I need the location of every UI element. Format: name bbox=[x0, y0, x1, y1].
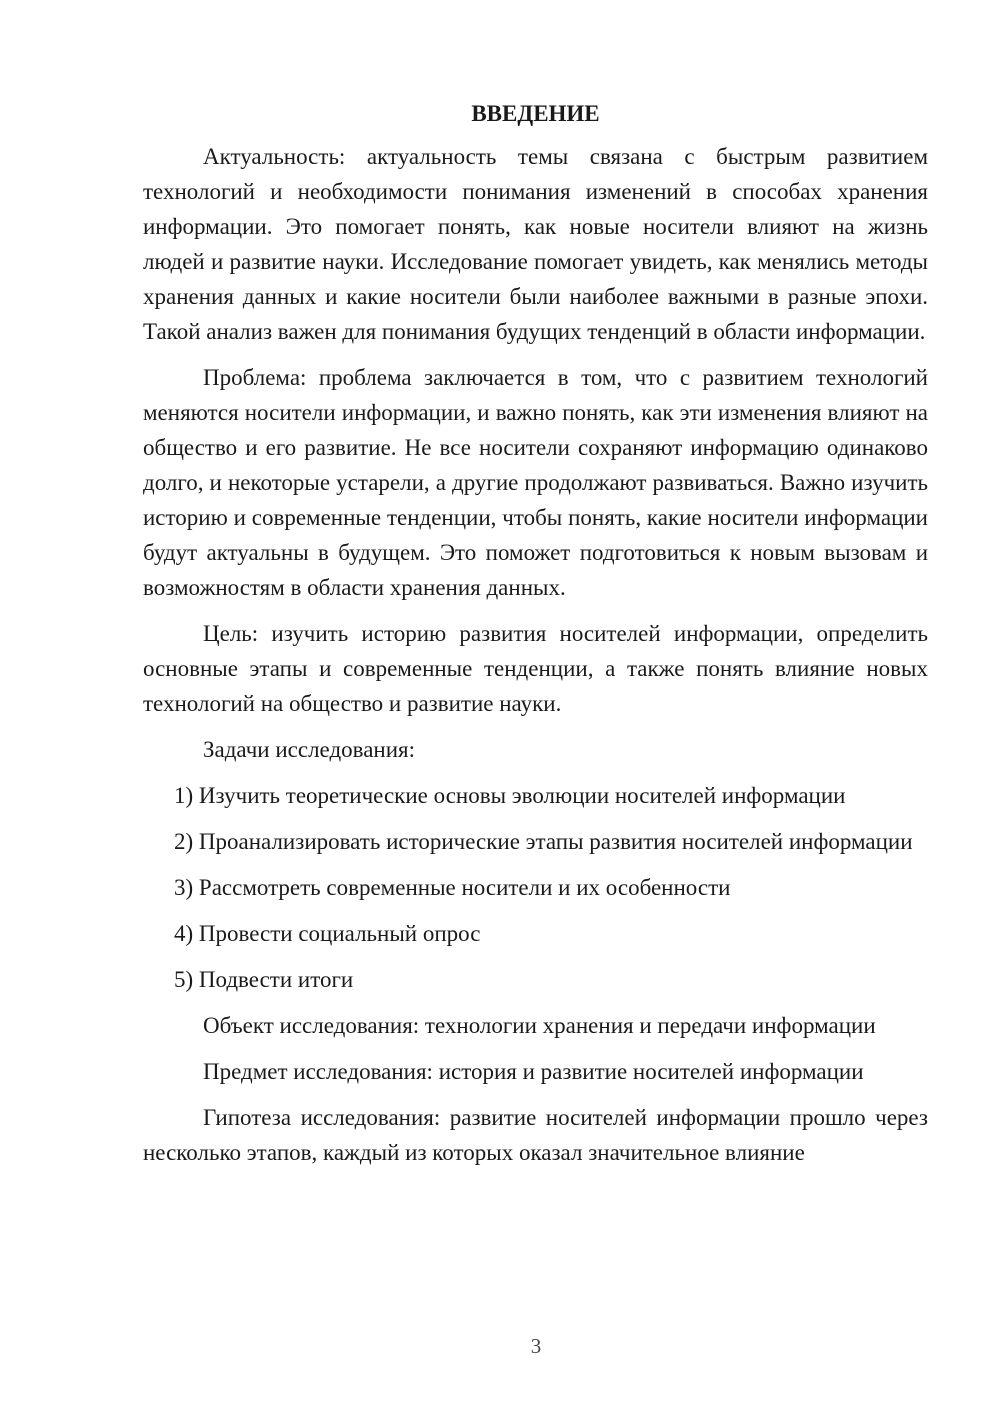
document-page bbox=[143, 96, 928, 1181]
page-number: 3 bbox=[530, 1334, 542, 1358]
paragraph-problem: Проблема: проблема заключается в том, что с развитием технологий меняются носители информации, и важно понять, как эти изменения влияют на общество и его развитие. Не все носители сохраняют информацию одинаково долго, и некоторые устарели, а другие продолжают развиваться. Важно изучить историю и современные тенденции, чтобы понять, какие носители информации будут актуальны в будущем. Это поможет подготовиться к новым вызовам и возможностям в области хранения данных. bbox=[143, 365, 928, 600]
task-item-4: 4) Провести социальный опрос bbox=[174, 921, 481, 946]
paragraph-subject: Предмет исследования: история и развитие носителей информации bbox=[203, 1059, 864, 1084]
task-item-2: 2) Проанализировать исторические этапы развития носителей информации bbox=[174, 829, 913, 854]
paragraph-relevance: Актуальность: актуальность темы связана с быстрым развитием технологий и необходимости понимания изменений в способах хранения информации. Это помогает понять, как новые носители влияют на жизнь людей и развитие науки. Исследование помогает увидеть, как менялись методы хранения данных и какие носители были наиболее важными в разные эпохи. Такой анализ важен для понимания будущих тенденций в области информации. bbox=[143, 144, 928, 344]
task-item-5: 5) Подвести итоги bbox=[174, 967, 354, 992]
task-item-1: 1) Изучить теоретические основы эволюции носителей информации bbox=[174, 783, 846, 808]
tasks-heading: Задачи исследования: bbox=[203, 737, 416, 762]
paragraph-hypothesis: Гипотеза исследования: развитие носителей информации прошло через несколько этапов, каждый из которых оказал значительное влияние bbox=[143, 1105, 928, 1165]
task-item-3: 3) Рассмотреть современные носители и их особенности bbox=[174, 875, 731, 900]
paragraph-object: Объект исследования: технологии хранения и передачи информации bbox=[203, 1013, 876, 1038]
paragraph-goal: Цель: изучить историю развития носителей информации, определить основные этапы и современные тенденции, а также понять влияние новых технологий на общество и развитие науки. bbox=[143, 621, 928, 716]
page-title: ВВЕДЕНИЕ bbox=[471, 101, 600, 126]
